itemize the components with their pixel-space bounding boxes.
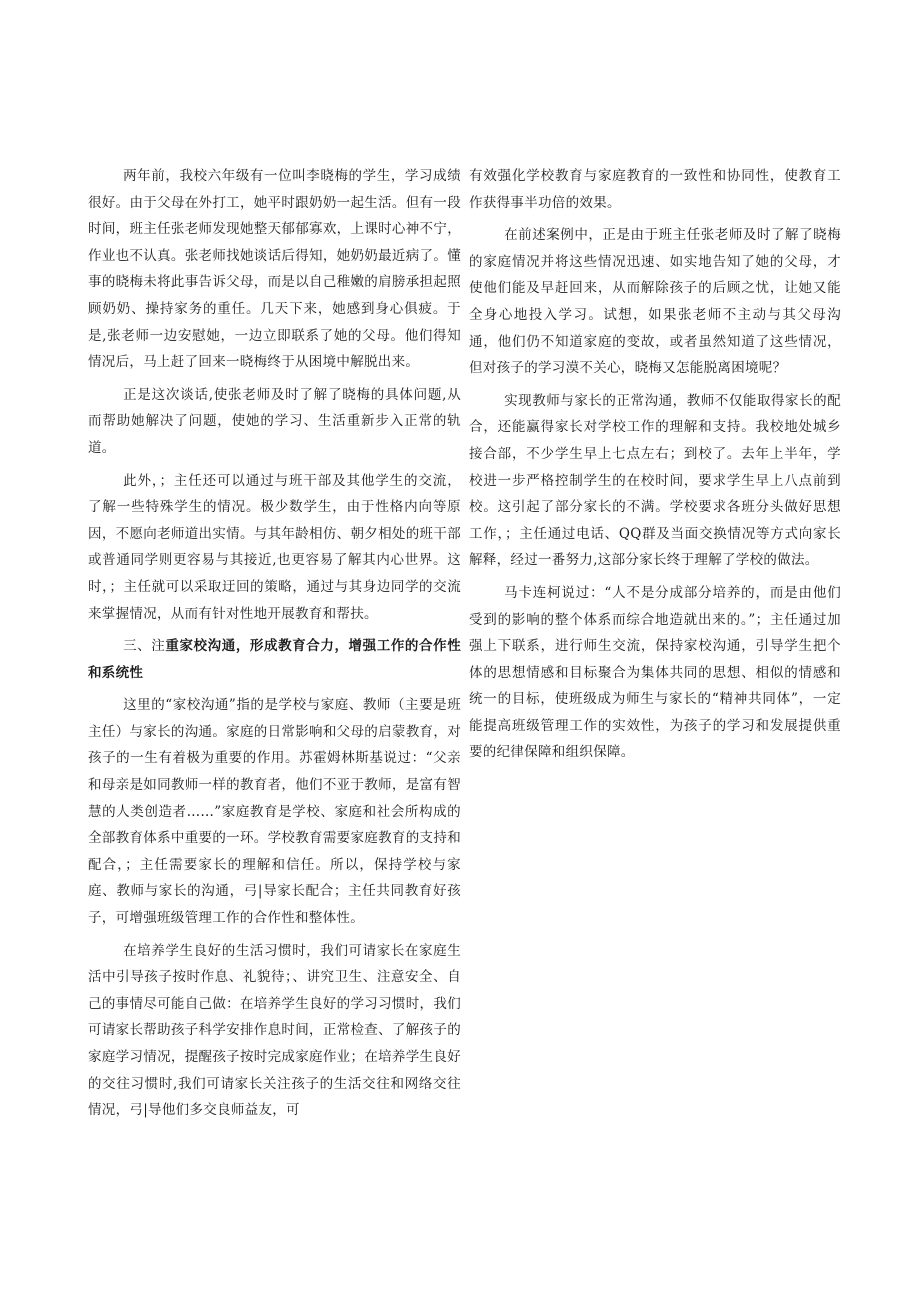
paragraph-parent-support: 实现教师与家长的正常沟通，教师不仅能取得家长的配合，还能赢得家长对学校工作的理解和支持。我校地处城乡接合部，不少学生早上七点左右；到校了。去年上半年，学校进一步严格控制学生的在校时间，要求学生早上八点前到校。这引起了部分家长的不满。学校要求各班分头做好思想工作，；主任通过电话、QQ群及当面交换情况等方式向家长解释，经过一番努力,这部分家长终于理解了学校的做法。	[469, 392, 841, 569]
paragraph-home-school-definition: 这里的“家校沟通”指的是学校与家庭、教师（主要是班主任）与家长的沟通。家庭的日常影响和父母的启蒙教育，对孩子的一生有着极为重要的作用。苏霍姆林斯基说过：“父亲和母亲是如同教师一样的教育者，他们不亚于教师，是富有智慧的人类创造者……”家庭教育是学校、家庭和社会所构成的全部教育体系中重要的一环。学校教育需要家庭教育的支持和配合，；主任需要家长的理解和信任。所以，保持学校与家庭、教师与家长的沟通，弓|导家长配合；主任共同教育好孩子，可增强班级管理工作的合作性和整体性。	[88, 697, 461, 927]
paragraph-continuation: 有效强化学校教育与家庭教育的一致性和协同性，使教育工作获得事半功倍的效果。	[469, 168, 841, 211]
section-heading	[88, 633, 461, 686]
paragraph-case-story: 两年前，我校六年级有一位叫李晓梅的学生，学习成绩很好。由于父母在外打工，她平时跟奶奶一起生活。但有一段时间，班主任张老师发现她整天郁郁寡欢，上课时心神不宁，作业也不认真。张老师找她谈话后得知，她奶奶最近病了。懂事的晓梅未将此事告诉父母，而是以自己稚嫩的肩膀承担起照顾奶奶、操持家务的重任。几天下来，她感到身心俱疲。于是,张老师一边安慰她，一边立即联系了她的父母。他们得知情况后，马上赶了回来一晓梅终于从困境中解脱出来。	[88, 168, 461, 371]
right-column	[469, 163, 841, 772]
paragraph-conversation-result: 正是这次谈话,使张老师及时了解了晓梅的具体问题,从而帮助她解决了问题，使她的学习、生活重新步入正常的轨道。	[88, 386, 461, 456]
left-column	[88, 163, 461, 1130]
section-heading-text: 重家校沟通，形成教育合力，增强工作的合作性和系统性	[88, 638, 461, 681]
section-heading-number: 三、注	[123, 638, 166, 655]
paragraph-habits-cultivation: 在培养学生良好的生活习惯时，我们可请家长在家庭生活中引导孩子按时作息、礼貌待；、讲究卫生、注意安全、自己的事情尽可能自己做：在培养学生良好的学习习惯时，我们可请家长帮助孩子科学安排作息时间，正常检查、了解孩子的家庭学习情况，提醒孩子按时完成家庭作业；在培养学生良好的交往习惯时,我们可请家长关注孩子的生活交往和网络交往情况，弓|导他们多交良师益友，可	[88, 942, 461, 1119]
paragraph-case-analysis: 在前述案例中，正是由于班主任张老师及时了解了晓梅的家庭情况并将这些情况迅速、如实地告知了她的父母，才使他们能及早赶回来，从而解除孩子的后顾之忧，让她又能全身心地投入学习。试想，如果张老师不主动与其父母沟通，他们仍不知道家庭的变故，或者虽然知道了这些情况，但对孩子的学习漠不关心，晓梅又怎能脱离困境呢？	[469, 227, 841, 377]
paragraph-makarenko-quote: 马卡连柯说过：“人不是分成部分培养的，而是由他们受到的影响的整个体系而综合地造就出来的。”；主任通过加强上下联系，进行师生交流，保持家校沟通，引导学生把个体的思想情感和目标聚合为集体共同的思想、相似的情感和统一的目标，使班级成为师生与家长的“精神共同体”，一定能提高班级管理工作的实效性，为孩子的学习和发展提供重要的纪律保障和组织保障。	[469, 584, 841, 761]
paragraph-peer-communication: 此外，；主任还可以通过与班干部及其他学生的交流，了解一些特殊学生的情况。极少数学生，由于性格内向等原因，不愿向老师道出实情。与其年龄相仿、朝夕相处的班干部或普通同学则更容易与其接近,也更容易了解其内心世界。这时，；主任就可以采取迂回的策略，通过与其身边同学的交流来掌握情况，从而有针对性地开展教育和帮扶。	[88, 472, 461, 622]
